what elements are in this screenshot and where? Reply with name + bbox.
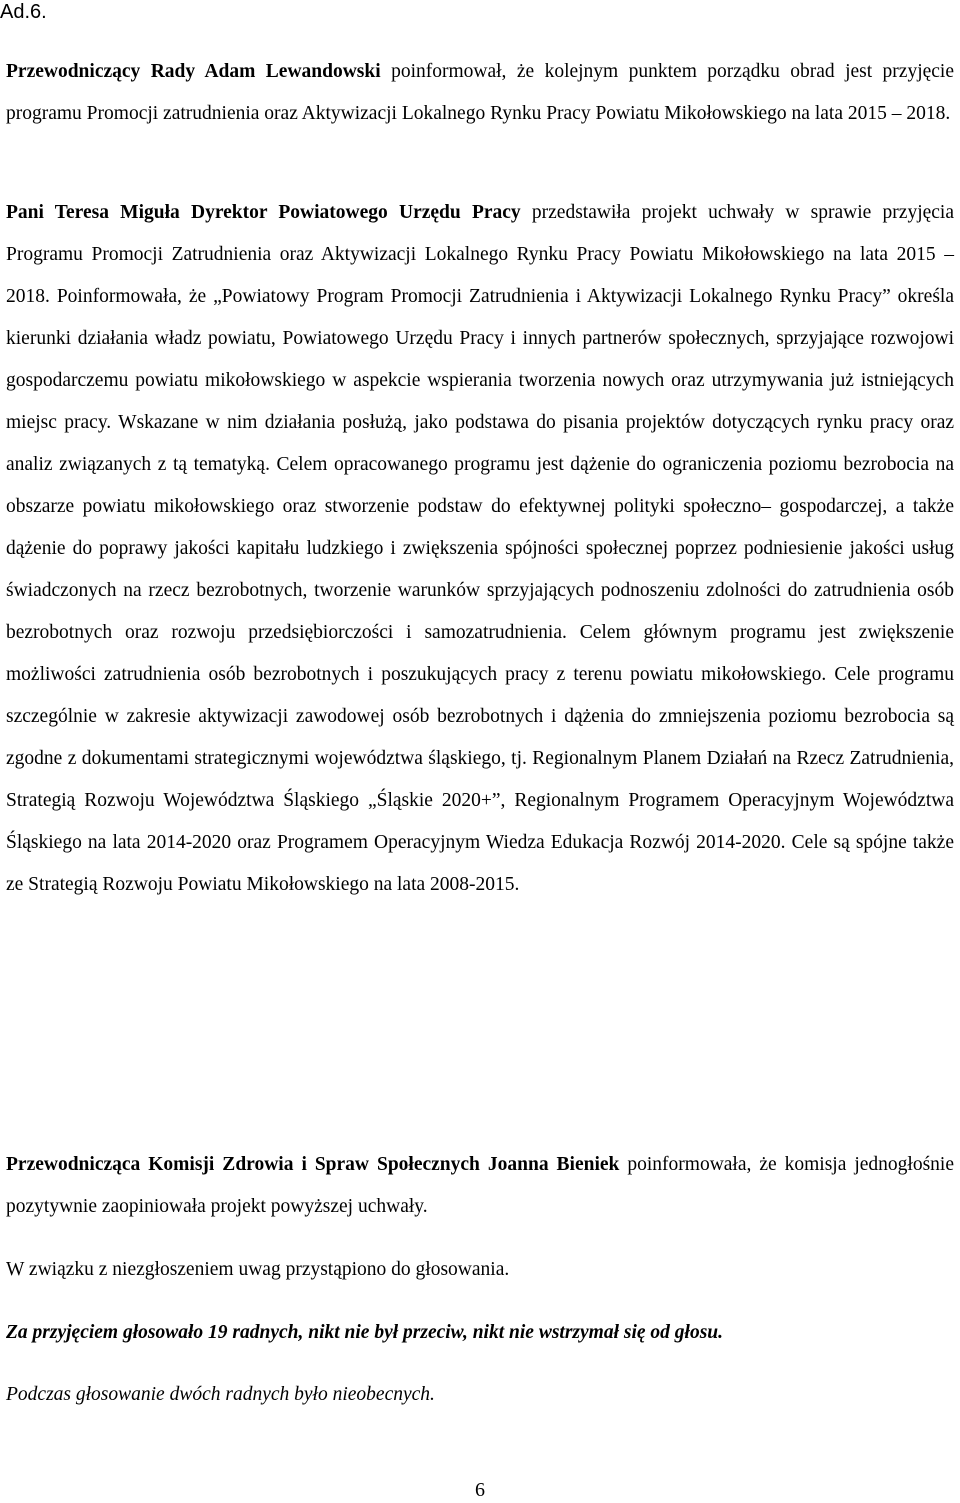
speaker-name: Przewodnicząca Komisji Zdrowia i Spraw Społecznych Joanna Bieniek [6, 1154, 620, 1175]
paragraph-text: poinformował, że kolejnym punktem porządku obrad jest przyjęcie programu Promocji zatrudnienia oraz Aktywizacji Lokalnego Rynku Pracy Powiatu Mikołowskiego na lata 2015 – 2018. [6, 61, 955, 124]
paragraph-voting: W związku z niezgłoszeniem uwag przystąpiono do głosowania. [6, 1259, 510, 1280]
speaker-name: Pani Teresa Miguła Dyrektor Powiatowego Urzędu Pracy [6, 202, 521, 223]
paragraph-text: przedstawiła projekt uchwały w sprawie przyjęcia Programu Promocji Zatrudnienia oraz Aktywizacji Lokalnego Rynku Pracy Powiatu Mikołowskiego na lata 2015 – 2018. Poinformowała, że „Powiatowy Program Promocji Zatrudnienia i Aktywizacji Lokalnego Rynku Pracy” określa kierunki działania władz powiatu, Powiatowego Urzędu Pracy i innych partnerów społecznych, sprzyjające rozwojowi gospodarczemu powiatu mikołowskiego w aspekcie wspierania tworzenia nowych oraz utrzymywania już istniejących miejsc pracy. Wskazane w nim działania posłużą, jako podstawa do pisania projektów dotyczących rynku pracy oraz analiz związanych z tą tematyką. Celem opracowanego programu jest dążenie do ograniczenia poziomu bezrobocia na obszarze powiatu mikołowskiego oraz stworzenie podstaw do efektywnej polityki społeczno– gospodarczej, a także dążenie do poprawy jakości kapitału ludzkiego i zwiększenia spójności społecznej poprzez podniesienie jakości usług świadczonych na rzecz bezrobotnych, tworzenie warunków sprzyjających podnoszeniu zdolności do zatrudnienia osób bezrobotnych oraz rozwoju przedsiębiorczości i samozatrudnienia. Celem głównym programu jest zwiększenie możliwości zatrudnienia osób bezrobotnych i poszukujących pracy z terenu powiatu mikołowskiego. Cele programu szczególnie w zakresie aktywizacji zawodowej osób bezrobotnych i dążenia do zmniejszenia poziomu bezrobocia są zgodne z dokumentami strategicznymi województwa śląskiego, tj. Regionalnym Planem Działań na Rzecz Zatrudnienia, Strategią Rozwoju Województwa Śląskiego „Śląskie 2020+”, Regionalnym Programem Operacyjnym Województwa Śląskiego na lata 2014-2020 oraz Programem Operacyjnym Wiedza Edukacja Rozwój 2014-2020. Cele są spójne także ze Strategią Rozwoju Powiatu Mikołowskiego na lata 2008-2015. [6, 202, 954, 895]
speaker-name: Przewodniczący Rady Adam Lewandowski [6, 61, 381, 82]
page-number: 6 [475, 1479, 485, 1501]
paragraph-director [6, 192, 954, 906]
paragraph-absence: Podczas głosowanie dwóch radnych było nieobecnych. [6, 1384, 435, 1405]
paragraph-chairman [6, 51, 954, 135]
paragraph-vote-result: Za przyjęciem głosowało 19 radnych, nikt nie był przeciw, nikt nie wstrzymał się od głosu. [6, 1322, 724, 1343]
paragraph-text: poinformowała, że komisja jednogłośnie pozytywnie zaopiniowała projekt powyższej uchwały. [6, 1154, 955, 1217]
paragraph-committee [6, 1144, 954, 1228]
section-heading: Ad.6. [0, 1, 47, 23]
